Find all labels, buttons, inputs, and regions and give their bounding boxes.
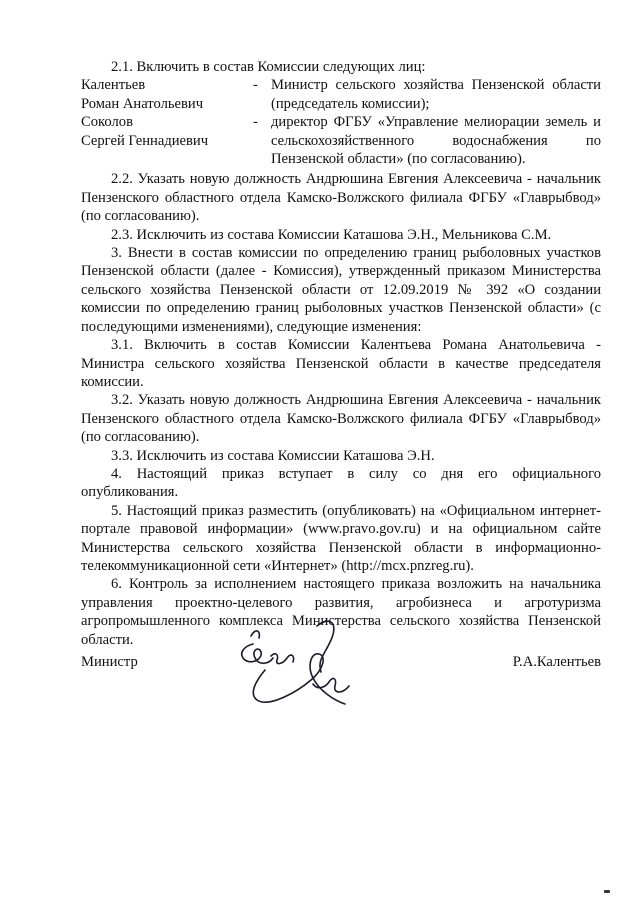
person-name <box>81 76 253 113</box>
paragraph-2-3: 2.3. Исключить из состава Комиссии Каташова Э.Н., Мельникова С.М. <box>111 226 552 243</box>
signatory-position: Министр <box>81 654 138 670</box>
person-dash: - <box>253 114 258 131</box>
document-body <box>81 58 601 649</box>
person-given-names: Роман Анатольевич <box>81 95 204 112</box>
person-row <box>81 76 601 113</box>
paragraph-5: 5. Настоящий приказ разместить (опубликовать) на «Официальном интернет-портале правовой информации» (www.pravo.gov.ru) и на официальном сайте Министерства сельского хозяйства Пензенской области в информационно-телекоммуникационной сети «Интернет» (http://mcx.pnzreg.ru). <box>81 502 601 574</box>
paragraph-3-3: 3.3. Исключить из состава Комиссии Каташова Э.Н. <box>111 447 435 464</box>
person-row <box>81 113 601 168</box>
person-name <box>81 113 253 168</box>
paragraph-3: 3. Внести в состав комиссии по определению границ рыболовных участков Пензенской области (далее - Комиссия), утвержденный приказом Министерства сельского хозяйства Пензенской области от 12.09.2019 № 392 «О создании комиссии по определению границ рыболовных участков Пензенской области» (с последующими изменениями), следующие изменения: <box>81 245 601 335</box>
paragraph-2-2: 2.2. Указать новую должность Андрюшина Евгения Алексеевича - начальник Пензенского областного отдела Камско-Волжского филиала ФГБУ «Главрыбвод» (по согласованию). <box>81 171 601 225</box>
person-given-names: Сергей Геннадиевич <box>81 132 209 149</box>
person-role: Министр сельского хозяйства Пензенской области (председатель комиссии); <box>271 77 601 112</box>
person-dash: - <box>253 77 258 94</box>
paragraph-4: 4. Настоящий приказ вступает в силу со дня его официального опубликования. <box>81 465 601 501</box>
signature-block <box>81 653 601 675</box>
person-surname: Соколов <box>81 114 133 131</box>
signatory-name: Р.А.Калентьев <box>512 654 601 670</box>
paragraph-3-1: 3.1. Включить в состав Комиссии Калентьева Романа Анатольевича - Министра сельского хозяйства Пензенской области в качестве председателя комиссии. <box>81 337 601 390</box>
person-surname: Калентьев <box>81 77 146 94</box>
person-role: директор ФГБУ «Управление мелиорации земель и сельскохозяйственного водоснабжения по Пензенской области» (по согласованию). <box>271 114 601 168</box>
paragraph-2-1: 2.1. Включить в состав Комиссии следующих лиц: <box>111 59 426 75</box>
paragraph-3-2: 3.2. Указать новую должность Андрюшина Евгения Алексеевича - начальник Пензенского областного отдела Камско-Волжского филиала ФГБУ «Главрыбвод» (по согласованию). <box>81 392 601 446</box>
page-mark <box>604 890 610 893</box>
paragraph-6: 6. Контроль за исполнением настоящего приказа возложить на начальника управления проектно-целевого развития, агробизнеса и агротуризма агропромышленного комплекса Министерства сельского хозяйства Пензенской области. <box>81 576 601 648</box>
